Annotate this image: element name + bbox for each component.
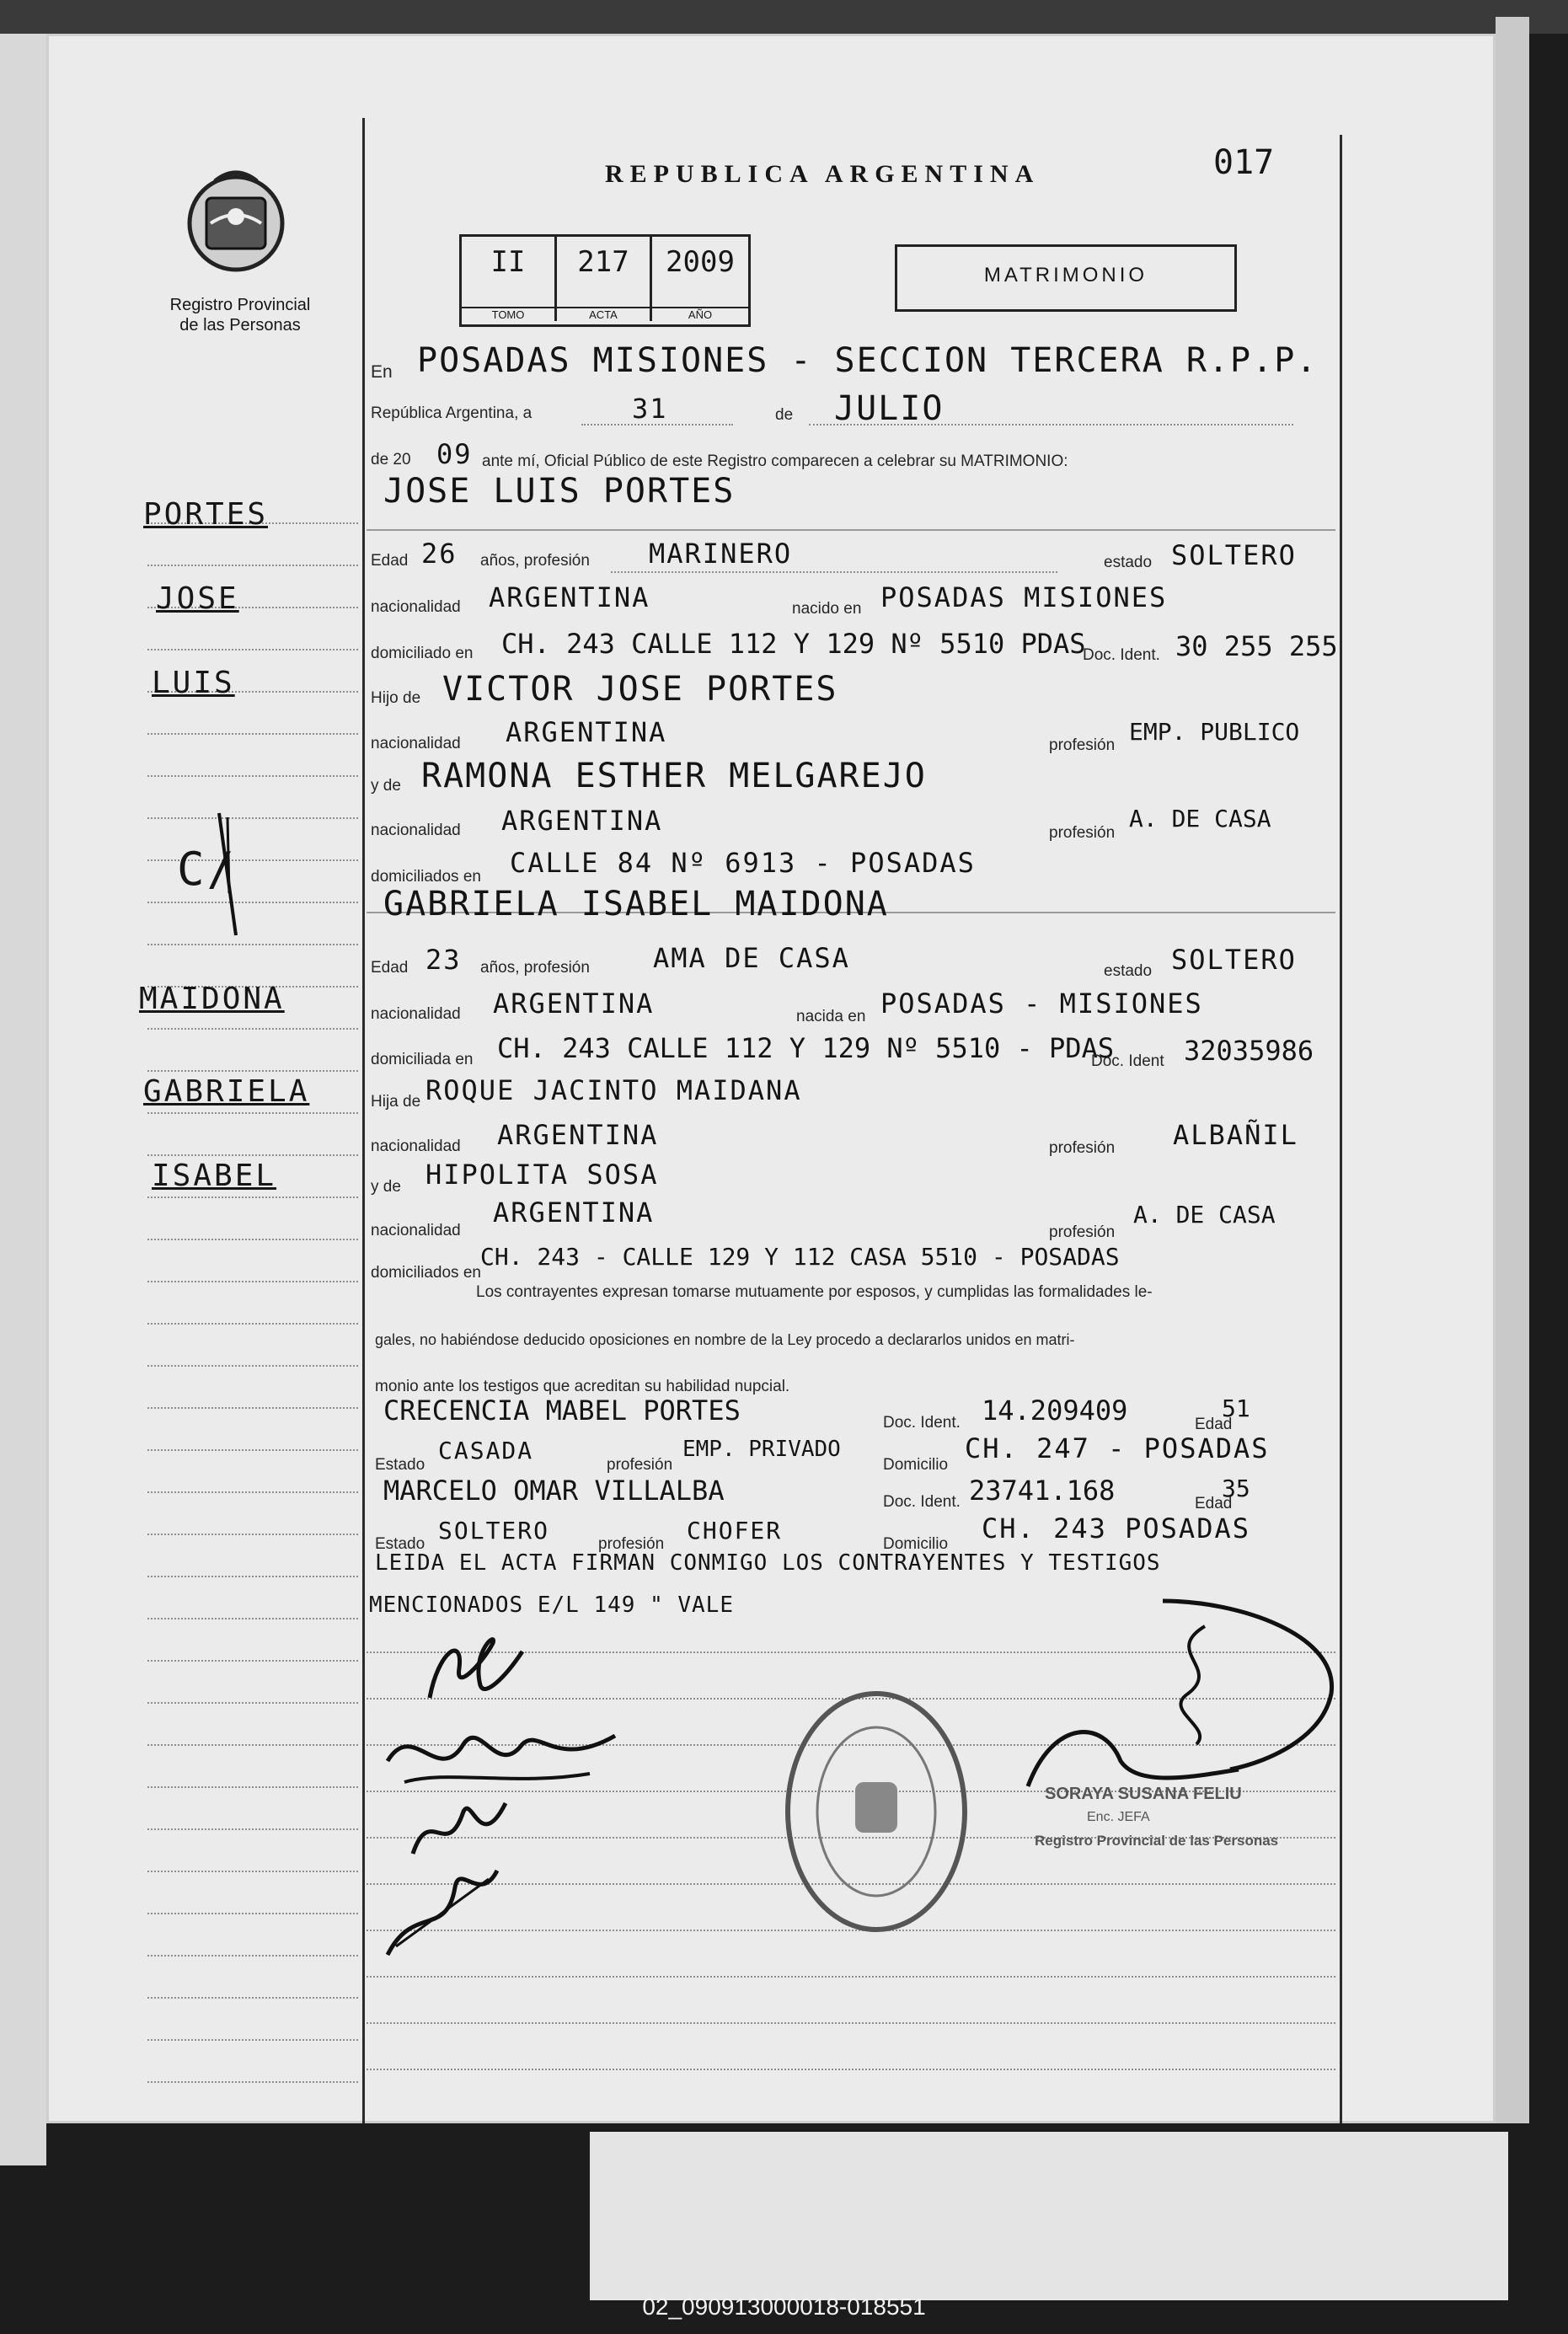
bride-father-profession: ALBAÑIL — [1173, 1119, 1298, 1151]
witness1-doc: 14.209409 — [982, 1395, 1128, 1427]
body-text-line3: monio ante los testigos que acreditan su habilidad nupcial. — [375, 1378, 790, 1395]
declaration: ante mí, Oficial Público de este Registro comparecen a celebrar su MATRIMONIO: — [482, 452, 1068, 470]
body-text-line2: gales, no habiéndose deducido oposiciones en nombre de la Ley procedo a declararlos unidos en matri- — [375, 1331, 1075, 1348]
witness1-estado: CASADA — [438, 1437, 534, 1464]
official-round-stamp — [779, 1685, 973, 1938]
record-type: MATRIMONIO — [983, 264, 1148, 286]
signature-groom — [413, 1618, 531, 1710]
signature-officer — [1019, 1593, 1357, 1812]
bride-parents-address: CH. 243 - CALLE 129 Y 112 CASA 5510 - POSADAS — [480, 1243, 1120, 1271]
witness1-domicilio-label: Domicilio — [883, 1456, 949, 1474]
groom-doc: 30 255 255 — [1175, 630, 1338, 662]
bride-address: CH. 243 CALLE 112 Y 129 Nº 5510 - PDAS — [497, 1032, 1115, 1064]
acta-label: ACTA — [557, 307, 650, 321]
bride-marital-status: SOLTERO — [1171, 944, 1297, 976]
witness2-estado: SOLTERO — [438, 1517, 550, 1544]
witness1-name: CRECENCIA MABEL PORTES — [383, 1395, 741, 1427]
witness1-domicilio: CH. 247 - POSADAS — [965, 1432, 1270, 1464]
groom-father: VICTOR JOSE PORTES — [442, 670, 838, 709]
witness2-domicilio-label: Domicilio — [883, 1535, 949, 1553]
groom-nacionalidad-label: nacionalidad — [371, 598, 461, 616]
closing-line1: LEIDA EL ACTA FIRMAN CONMIGO LOS CONTRAYENTES Y TESTIGOS — [375, 1550, 1161, 1576]
witness1-estado-label: Estado — [375, 1456, 425, 1474]
bride-hija-label: Hija de — [371, 1093, 421, 1111]
closing-line2: MENCIONADOS E/L 149 " VALE — [369, 1593, 734, 1618]
witness2-doc-label: Doc. Ident. — [883, 1493, 961, 1511]
groom-domicilio-label: domiciliado en — [371, 645, 474, 662]
anio-cell — [652, 237, 748, 321]
day-value: 31 — [632, 393, 668, 425]
groom-birthplace: POSADAS MISIONES — [880, 581, 1168, 613]
witness2-estado-label: Estado — [375, 1535, 425, 1553]
groom-mother-profession: A. DE CASA — [1129, 805, 1271, 832]
bride-doc: 32035986 — [1184, 1035, 1314, 1067]
margin-name-gabriela: GABRIELA — [143, 1074, 310, 1109]
bride-father-profesion-label: profesión — [1049, 1139, 1116, 1157]
groom-domiciliados-label: domiciliados en — [371, 868, 481, 886]
witness2-age: 35 — [1222, 1475, 1250, 1502]
margin-name-isabel: ISABEL — [152, 1159, 277, 1193]
scan-backdrop-card — [590, 2132, 1508, 2300]
margin-name-maidona: MAIDONA — [139, 982, 285, 1016]
margin-divider — [362, 118, 365, 2123]
groom-profession: MARINERO — [649, 538, 793, 570]
bride-domicilio-label: domiciliada en — [371, 1051, 474, 1068]
bride-name: GABRIELA ISABEL MAIDONA — [383, 885, 889, 923]
groom-nacido-label: nacido en — [792, 600, 862, 618]
bride-father-nacionalidad-label: nacionalidad — [371, 1138, 461, 1155]
margin-name-portes: PORTES — [143, 497, 269, 532]
book-binding-edge — [0, 34, 46, 2165]
tomo-cell — [462, 237, 557, 321]
witness1-edad-label: Edad — [1195, 1416, 1233, 1433]
registry-caption-line2: de las Personas — [179, 316, 301, 335]
tomo-value: II — [490, 245, 526, 279]
groom-mother: RAMONA ESTHER MELGAREJO — [421, 757, 927, 795]
bride-mother-nationality: ARGENTINA — [493, 1196, 655, 1229]
anio-value: 2009 — [666, 245, 735, 279]
registration-box — [459, 234, 751, 327]
bride-mother-nacionalidad-label: nacionalidad — [371, 1222, 461, 1239]
registry-caption — [126, 295, 354, 335]
bride-nacionalidad-label: nacionalidad — [371, 1005, 461, 1023]
officer-registry: Registro Provincial de las Personas — [1035, 1833, 1279, 1849]
bride-estado-label: estado — [1104, 962, 1153, 980]
witness2-name: MARCELO OMAR VILLALBA — [383, 1475, 725, 1507]
officer-role: Enc. JEFA — [1087, 1810, 1150, 1824]
bride-mother: HIPOLITA SOSA — [425, 1159, 659, 1191]
witness1-age: 51 — [1222, 1395, 1250, 1422]
groom-father-nationality: ARGENTINA — [506, 716, 667, 748]
groom-parents-address: CALLE 84 Nº 6913 - POSADAS — [510, 847, 976, 879]
groom-father-profession: EMP. PUBLICO — [1129, 718, 1300, 746]
bride-profession: AMA DE CASA — [653, 942, 850, 974]
officer-name: SORAYA SUSANA FELIU — [1045, 1785, 1242, 1803]
witness1-doc-label: Doc. Ident. — [883, 1414, 961, 1432]
groom-hijo-label: Hijo de — [371, 689, 421, 707]
bride-edad-label: Edad — [371, 959, 409, 977]
year-prefix: de 20 — [371, 451, 411, 468]
margin-bracket-mark — [211, 809, 244, 944]
witness1-profesion-label: profesión — [607, 1456, 673, 1474]
margin-name-luis: LUIS — [152, 666, 235, 700]
witness2-profession: CHOFER — [687, 1517, 783, 1544]
groom-doc-label: Doc. Ident. — [1083, 646, 1160, 664]
bride-yde-label: y de — [371, 1178, 401, 1196]
page-stack-edge — [1496, 17, 1529, 2123]
bride-age: 23 — [425, 944, 462, 976]
margin-name-jose: JOSE — [156, 581, 239, 616]
groom-marital-status: SOLTERO — [1171, 539, 1297, 571]
groom-yde-label: y de — [371, 777, 401, 795]
groom-father-nacionalidad-label: nacionalidad — [371, 735, 461, 752]
witness1-profession: EMP. PRIVADO — [682, 1437, 841, 1462]
registry-caption-line1: Registro Provincial — [169, 296, 311, 314]
bride-domiciliados-label: domiciliados en — [371, 1264, 481, 1282]
bride-nationality: ARGENTINA — [493, 988, 655, 1020]
groom-age: 26 — [421, 538, 458, 570]
witness2-edad-label: Edad — [1195, 1495, 1233, 1512]
groom-father-profesion-label: profesión — [1049, 736, 1116, 754]
groom-edad-label: Edad — [371, 552, 409, 570]
acta-value: 217 — [577, 245, 629, 279]
signature-bride — [379, 1710, 623, 1795]
signature-witness2 — [379, 1854, 506, 1963]
bride-nacida-label: nacida en — [796, 1008, 866, 1025]
folio-number: 017 — [1213, 143, 1275, 182]
month-value: JULIO — [834, 389, 945, 428]
witness2-doc: 23741.168 — [969, 1475, 1116, 1507]
groom-nationality: ARGENTINA — [489, 581, 650, 613]
groom-mother-nacionalidad-label: nacionalidad — [371, 822, 461, 839]
bride-father-nationality: ARGENTINA — [497, 1119, 659, 1151]
bride-father: ROQUE JACINTO MAIDANA — [425, 1074, 802, 1106]
place-value: POSADAS MISIONES - SECCION TERCERA R.P.P. — [417, 341, 1319, 380]
groom-mother-profesion-label: profesión — [1049, 824, 1116, 842]
scan-backdrop-top — [0, 0, 1568, 34]
month-de-label: de — [775, 406, 794, 424]
right-border — [1340, 135, 1342, 2123]
body-text-line1: Los contrayentes expresan tomarse mutuamente por esposos, y cumplidas las formalidades le- — [476, 1283, 1153, 1301]
groom-anios-profesion-label: años, profesión — [480, 552, 590, 570]
groom-estado-label: estado — [1104, 554, 1153, 571]
en-label: En — [371, 362, 393, 382]
bride-anios-profesion-label: años, profesión — [480, 959, 590, 977]
country-title: REPUBLICA ARGENTINA — [605, 160, 1041, 188]
bride-mother-profesion-label: profesión — [1049, 1223, 1116, 1241]
groom-profession-line — [611, 571, 1057, 573]
tomo-label: TOMO — [462, 307, 554, 321]
anio-label: AÑO — [652, 307, 748, 321]
groom-mother-nationality: ARGENTINA — [501, 805, 663, 837]
bride-birthplace: POSADAS - MISIONES — [880, 988, 1203, 1020]
record-type-box — [895, 244, 1237, 312]
groom-address: CH. 243 CALLE 112 Y 129 Nº 5510 PDAS — [501, 628, 1086, 660]
provincial-seal-logo — [181, 164, 291, 274]
bride-mother-profession: A. DE CASA — [1133, 1201, 1276, 1229]
bride-doc-label: Doc. Ident — [1091, 1052, 1164, 1070]
witness2-domicilio: CH. 243 POSADAS — [982, 1512, 1250, 1544]
margin-name-cslash: C/ — [177, 843, 238, 896]
acta-cell — [557, 237, 652, 321]
republica-label: República Argentina, a — [371, 404, 532, 422]
witness2-profesion-label: profesión — [598, 1535, 665, 1553]
groom-name: JOSE LUIS PORTES — [383, 472, 736, 511]
year-suffix: 09 — [436, 438, 473, 470]
scan-file-id: 02_090913000018-018551 — [642, 2294, 926, 2320]
